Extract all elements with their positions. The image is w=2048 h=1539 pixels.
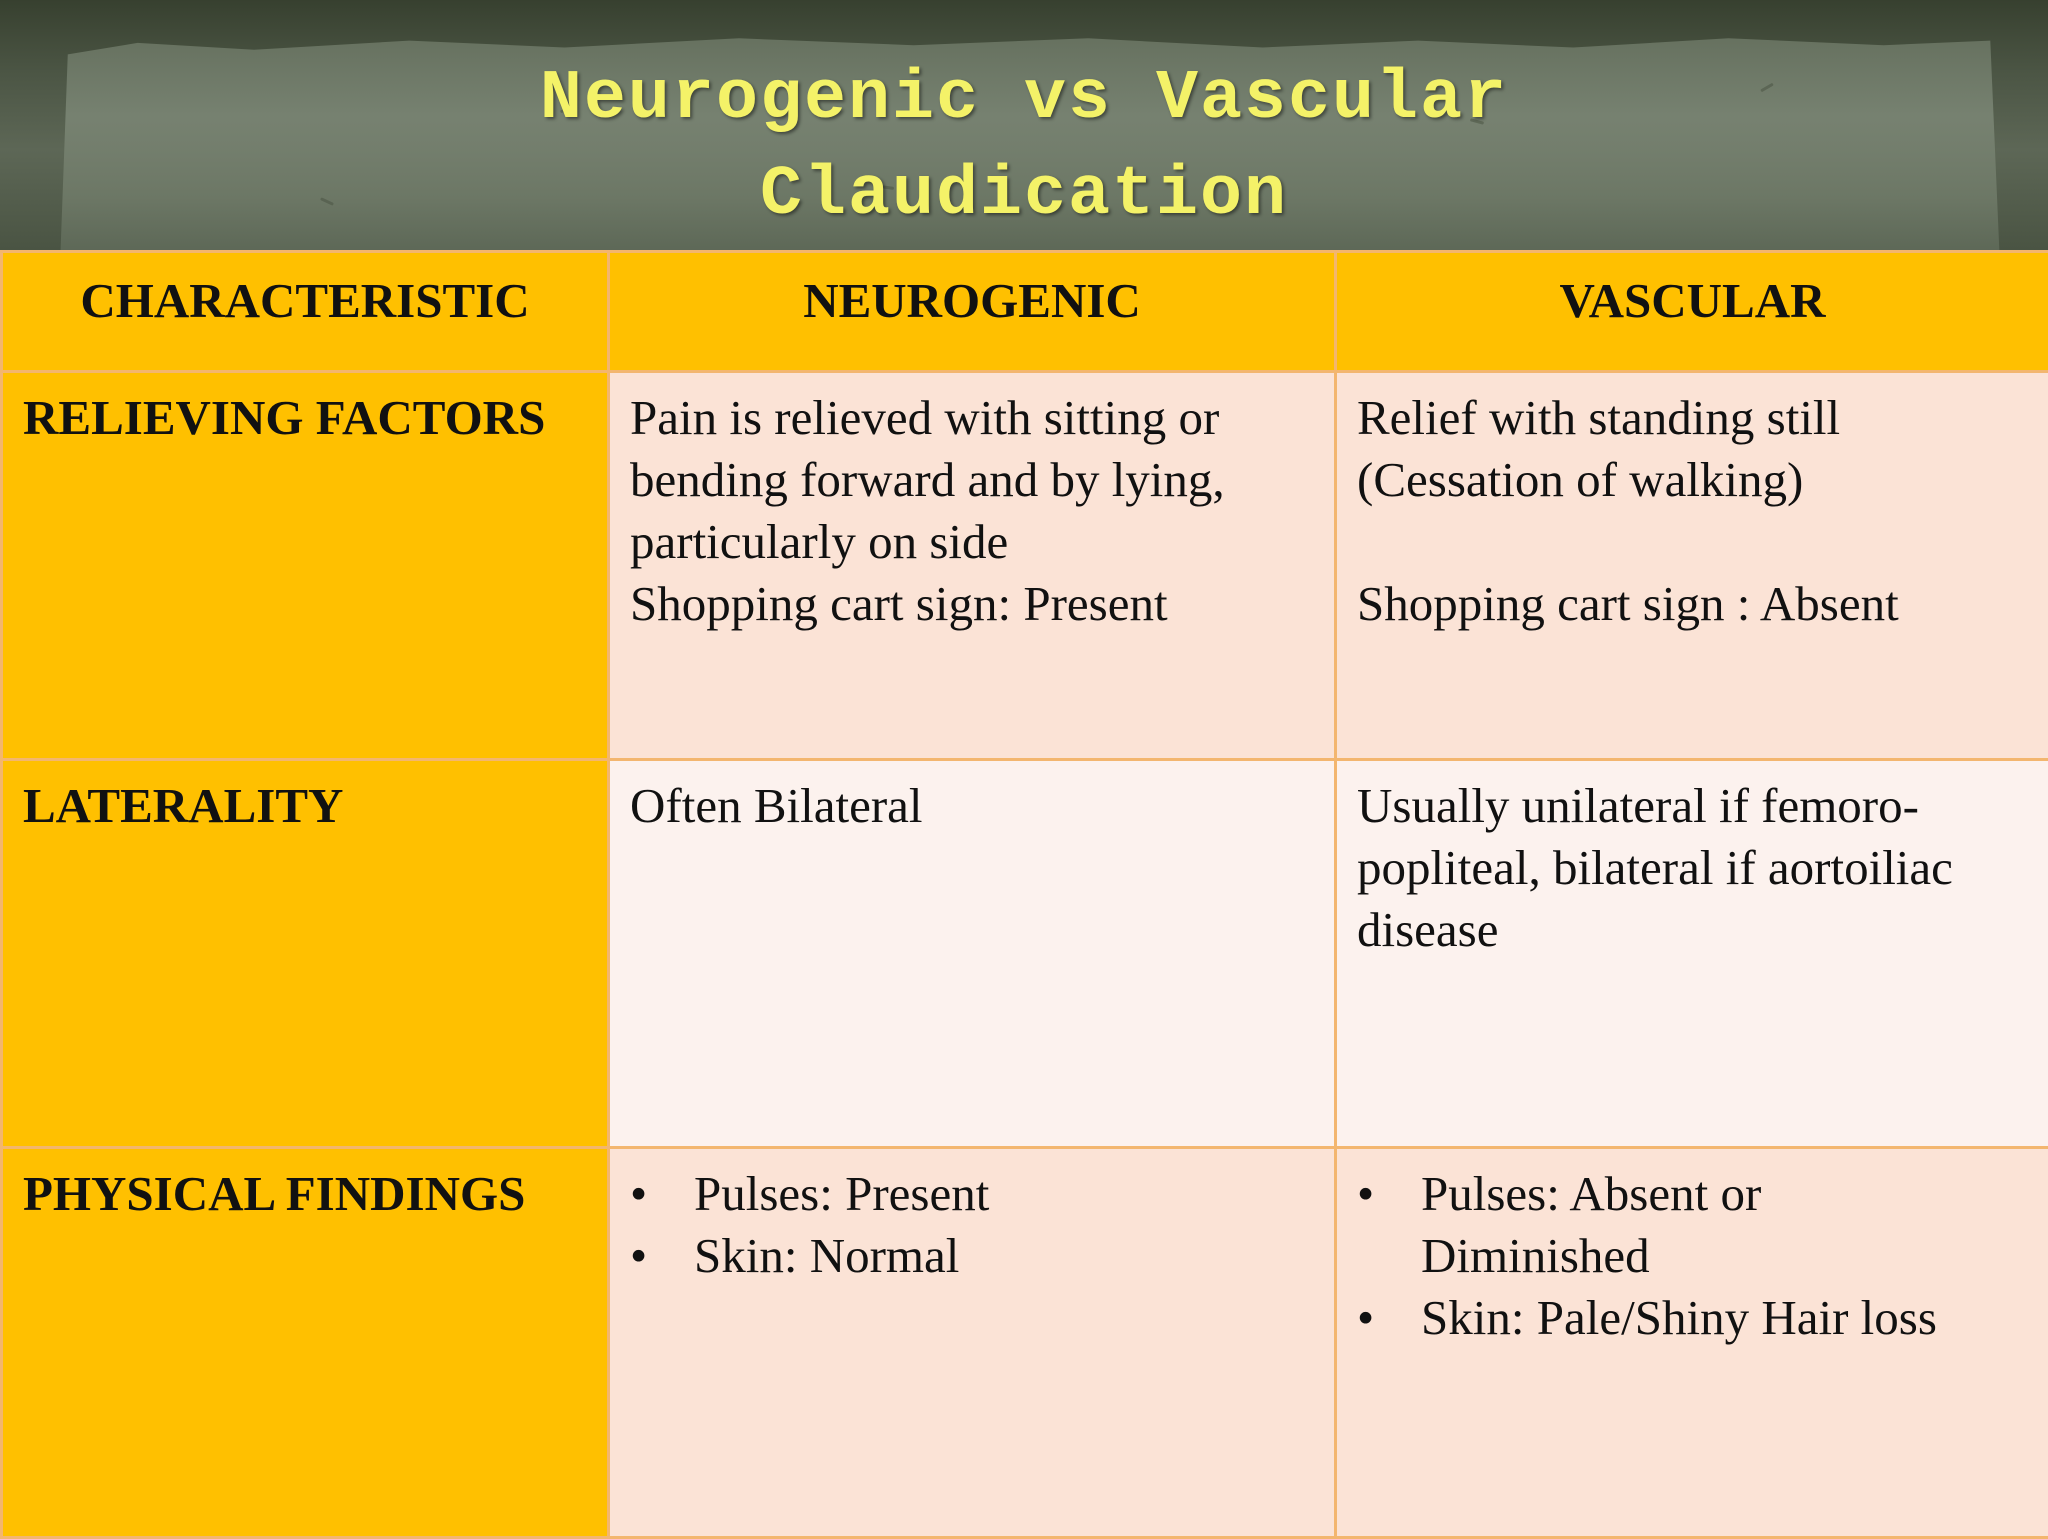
bullet-item (630, 1163, 1314, 1225)
bullet-item (630, 1225, 1314, 1287)
cell-text-line: Shopping cart sign: Present (630, 573, 1314, 635)
row-label-physical-findings: PHYSICAL FINDINGS (2, 1148, 609, 1538)
cell-text-line: Relief with standing still (1357, 387, 2028, 449)
row-label-relieving-factors: RELIEVING FACTORS (2, 372, 609, 760)
bullet-item (1357, 1287, 2028, 1349)
bullet-text: Pulses: Present (694, 1166, 989, 1221)
slide-title (0, 52, 2048, 244)
cell-text-line: Pain is relieved with sitting or (630, 387, 1314, 449)
table-row-relieving-factors (2, 372, 2048, 760)
bullet-icon: • (1357, 1287, 1374, 1349)
bullet-icon: • (1357, 1163, 1374, 1225)
header-vascular: VASCULAR (1336, 252, 2048, 372)
table-header-row (2, 252, 2048, 372)
slide-title-line-2: Claudication (0, 148, 2048, 244)
table-row-physical-findings (2, 1148, 2048, 1538)
bullet-text: Skin: Normal (694, 1228, 959, 1283)
cell-vascular-physical-findings (1336, 1148, 2048, 1538)
cell-text-line: Usually unilateral if femoro- (1357, 775, 2028, 837)
blank-line (1357, 511, 2028, 573)
row-label-laterality: LATERALITY (2, 760, 609, 1148)
cell-text-line: popliteal, bilateral if aortoiliac (1357, 837, 2028, 899)
cell-neurogenic-laterality (609, 760, 1336, 1148)
header-neurogenic: NEUROGENIC (609, 252, 1336, 372)
bullet-icon: • (630, 1163, 647, 1225)
cell-text-line: (Cessation of walking) (1357, 449, 2028, 511)
cell-neurogenic-relieving-factors (609, 372, 1336, 760)
bullet-list (1357, 1163, 2028, 1349)
table-row-laterality (2, 760, 2048, 1148)
cell-vascular-laterality (1336, 760, 2048, 1148)
slide-title-line-1: Neurogenic vs Vascular (0, 52, 2048, 148)
cell-text-line: particularly on side (630, 511, 1314, 573)
header-characteristic: CHARACTERISTIC (2, 252, 609, 372)
cell-text-line: Often Bilateral (630, 775, 1314, 837)
comparison-table (0, 250, 2048, 1539)
bullet-text: Pulses: Absent or Diminished (1421, 1166, 1761, 1283)
bullet-item (1357, 1163, 2028, 1287)
bullet-text: Skin: Pale/Shiny Hair loss (1421, 1290, 1937, 1345)
cell-neurogenic-physical-findings (609, 1148, 1336, 1538)
title-banner (0, 0, 2048, 250)
cell-text-line: Shopping cart sign : Absent (1357, 573, 2028, 635)
bullet-icon: • (630, 1225, 647, 1287)
cell-vascular-relieving-factors (1336, 372, 2048, 760)
cell-text-line: bending forward and by lying, (630, 449, 1314, 511)
cell-text-line: disease (1357, 899, 2028, 961)
bullet-list (630, 1163, 1314, 1287)
